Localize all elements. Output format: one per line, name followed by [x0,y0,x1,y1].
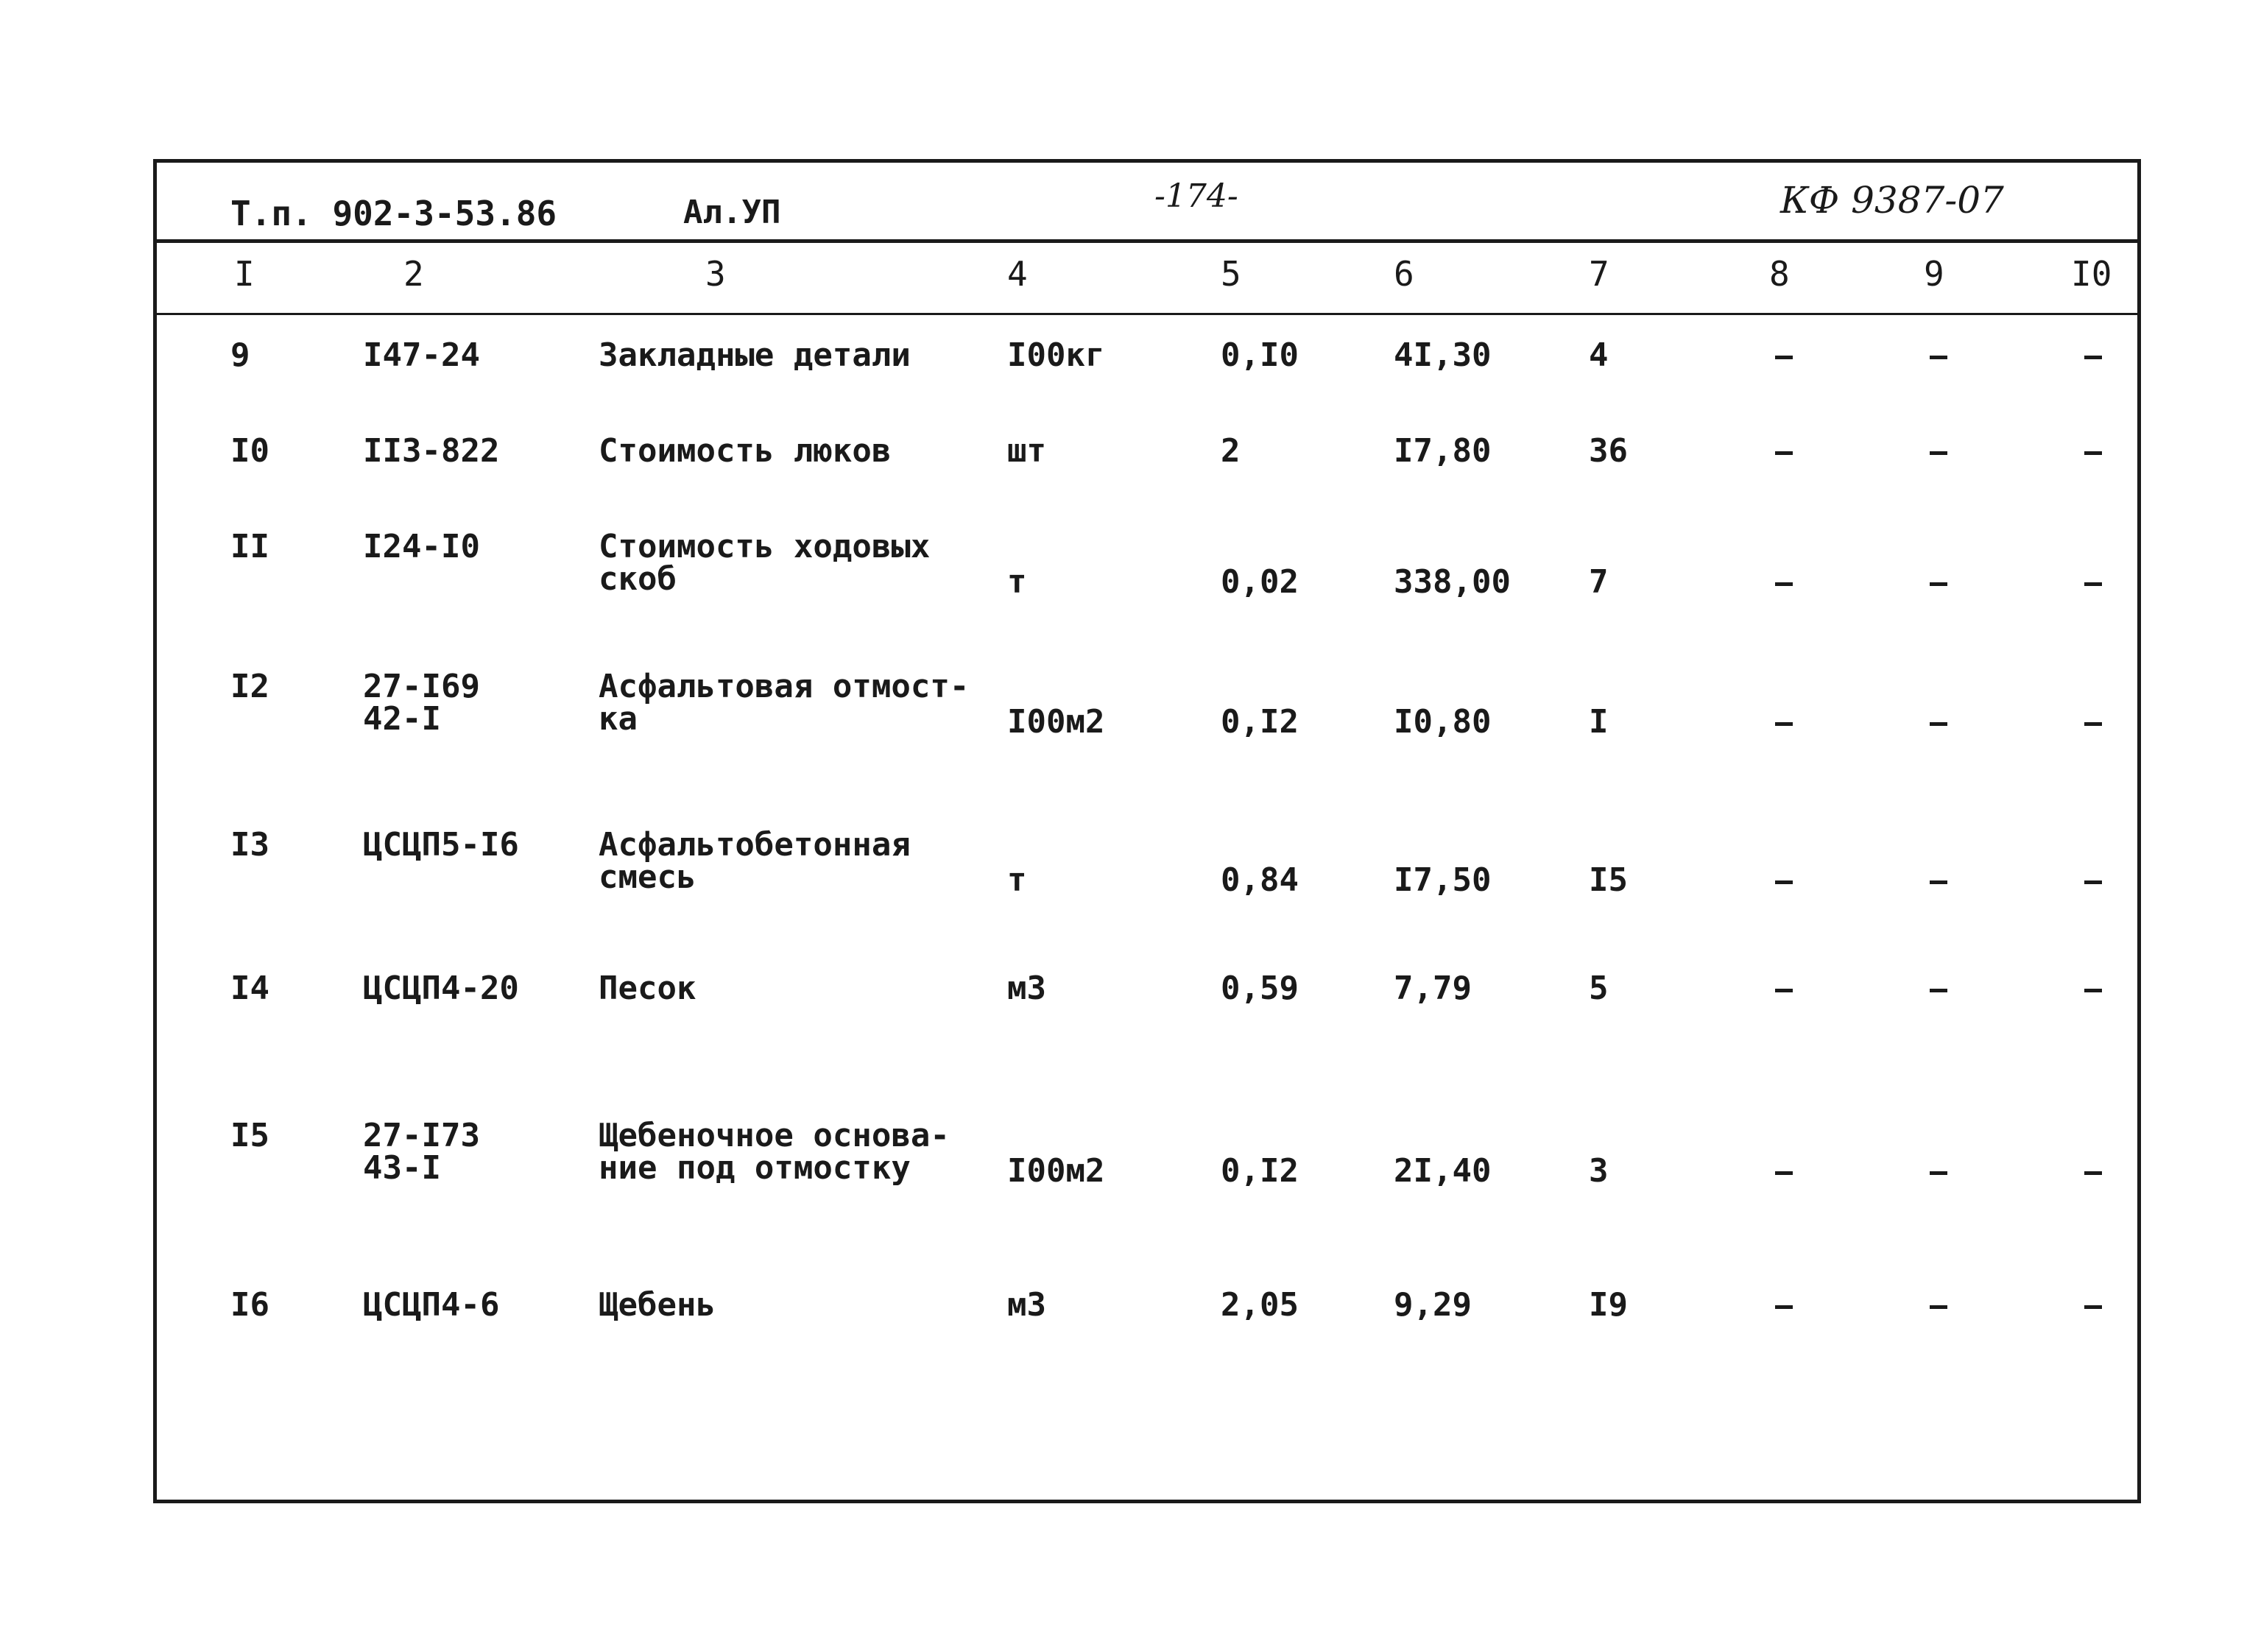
column-number: 2 [403,254,424,294]
empty-dash [1930,722,1947,726]
header-divider [157,239,2137,243]
column-numbers-divider [157,313,2137,315]
table-sheet [153,159,2141,1503]
row-number: I6 [230,1286,269,1324]
quantity: 0,02 [1221,563,1299,601]
item-code: I47-24 [363,336,480,374]
total: 7 [1589,563,1609,601]
empty-dash [1775,722,1793,726]
row-number: 9 [230,336,250,374]
empty-dash [1930,1171,1947,1175]
unit: I00м2 [1007,1152,1105,1190]
column-number: 5 [1221,254,1241,294]
empty-dash [2084,989,2102,992]
unit: м3 [1007,970,1046,1007]
column-number: 4 [1007,254,1028,294]
empty-dash [1930,989,1947,992]
unit-price: 9,29 [1394,1286,1472,1324]
item-name: Стоимость люков [599,432,892,470]
item-name: Щебеночное основа- ние под отмостку [599,1117,950,1187]
empty-dash [1775,356,1793,359]
empty-dash [1775,989,1793,992]
unit-price: 4I,30 [1394,336,1492,374]
unit: шт [1007,432,1046,470]
unit: м3 [1007,1286,1046,1324]
item-code: I24-I0 [363,528,480,565]
quantity: 0,I2 [1221,1152,1299,1190]
empty-dash [1775,1305,1793,1309]
unit-price: I0,80 [1394,703,1492,741]
total: 5 [1589,970,1609,1007]
total: I9 [1589,1286,1628,1324]
row-number: I3 [230,826,269,864]
item-name: Асфальтобетонная смесь [599,826,911,896]
empty-dash [1930,880,1947,884]
item-code: ЦСЦП4-6 [363,1286,500,1324]
project-code: Т.п. 902-3-53.86 [230,194,557,233]
unit: I00кг [1007,336,1105,374]
row-number: II [230,528,269,565]
item-name: Асфальтовая отмост- ка [599,668,970,738]
unit-price: 2I,40 [1394,1152,1492,1190]
total: 3 [1589,1152,1609,1190]
quantity: 2 [1221,432,1241,470]
row-number: I2 [230,668,269,705]
empty-dash [2084,451,2102,455]
reference-number: КФ 9387-07 [1780,179,2004,222]
column-number: I0 [2071,254,2112,294]
item-name: Закладные детали [599,336,911,374]
item-name: Щебень [599,1286,716,1324]
column-number: 3 [705,254,726,294]
column-number: 7 [1589,254,1609,294]
total: I5 [1589,861,1628,899]
unit-price: I7,80 [1394,432,1492,470]
item-code: II3-822 [363,432,500,470]
item-name: Песок [599,970,696,1007]
quantity: 0,I0 [1221,336,1299,374]
quantity: 0,84 [1221,861,1299,899]
total: 4 [1589,336,1609,374]
column-number: 8 [1769,254,1790,294]
item-code: ЦСЦП4-20 [363,970,519,1007]
empty-dash [2084,722,2102,726]
empty-dash [2084,1305,2102,1309]
row-number: I4 [230,970,269,1007]
item-code: 27-I69 42-I [363,668,480,738]
unit-price: 7,79 [1394,970,1472,1007]
total: 36 [1589,432,1628,470]
column-number: 6 [1394,254,1414,294]
album-label: Ал.УП [683,194,781,231]
empty-dash [1930,1305,1947,1309]
row-number: I5 [230,1117,269,1154]
item-code: ЦСЦП5-I6 [363,826,519,864]
empty-dash [1775,880,1793,884]
page-number: -174- [1154,177,1238,215]
empty-dash [2084,1171,2102,1175]
unit-price: 338,00 [1394,563,1511,601]
unit-price: I7,50 [1394,861,1492,899]
column-number: 9 [1924,254,1944,294]
quantity: 0,59 [1221,970,1299,1007]
row-number: I0 [230,432,269,470]
unit: т [1007,563,1027,601]
empty-dash [2084,582,2102,586]
unit: I00м2 [1007,703,1105,741]
empty-dash [1775,1171,1793,1175]
empty-dash [1930,582,1947,586]
empty-dash [1930,356,1947,359]
column-number: I [234,254,255,294]
empty-dash [1930,451,1947,455]
item-name: Стоимость ходовых скоб [599,528,931,598]
empty-dash [1775,451,1793,455]
quantity: 0,I2 [1221,703,1299,741]
unit: т [1007,861,1027,899]
empty-dash [2084,880,2102,884]
empty-dash [1775,582,1793,586]
item-code: 27-I73 43-I [363,1117,480,1187]
total: I [1589,703,1609,741]
empty-dash [2084,356,2102,359]
quantity: 2,05 [1221,1286,1299,1324]
